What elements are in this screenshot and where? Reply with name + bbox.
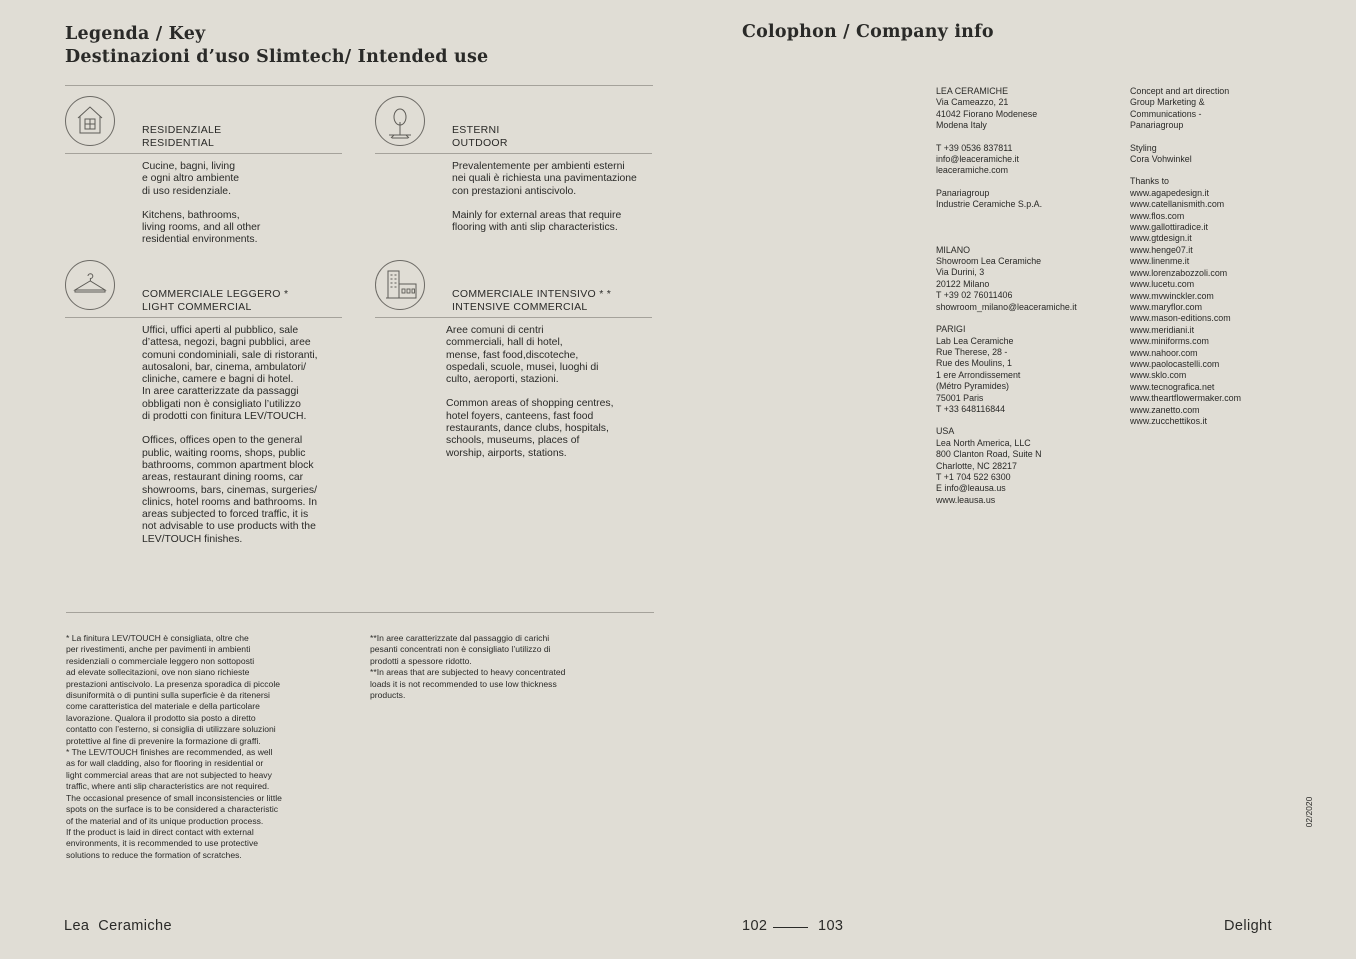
footnote-heavy-loads: **In aree caratterizzate dal passaggio di carichi pesanti concentrati non è consigliato l’utilizzo di prodotti a spessore ridotto. **In areas that are subjected to heavy concentrated loads it is not recommended to use low thickness products. [370, 633, 566, 701]
divider-intensive-commercial [375, 317, 652, 318]
showroom-milano: MILANO Showroom Lea Ceramiche Via Durini, 3 20122 Milano T +39 02 76011406 showroom_milano@leaceramiche.it [936, 244, 1077, 312]
notes-divider [66, 612, 654, 613]
text-residential-en: Kitchens, bathrooms, living rooms, and all other residential environments. [142, 209, 261, 246]
text-outdoor-it: Prevalentemente per ambienti esterni nei quali è richiesta una pavimentazione con prestazioni antiscivolo. [452, 161, 637, 197]
company-info-column [936, 86, 1121, 517]
colophon-title: Colophon / Company info [742, 22, 994, 42]
hanger-icon [65, 260, 115, 310]
text-light-commercial-it: Uffici, uffici aperti al pubblico, sale d’attesa, negozi, bagni pubblici, aree comuni condominiali, sale di ristoranti, autosaloni, bar, cinema, ambulatori/ cliniche, camere e bagni di hotel. In aree caratterizzate da passaggi obbligati non è consigliato l’utilizzo di prodotti con finitura LEV/TOUCH. [142, 325, 318, 423]
styling-credits: Styling Cora Vohwinkel [1130, 142, 1192, 165]
text-residential-it: Cucine, bagni, living e ogni altro ambiente di uso residenziale. [142, 161, 240, 197]
date-code: 02/2020 [1304, 796, 1314, 828]
office-usa: USA Lea North America, LLC 800 Clanton Road, Suite N Charlotte, NC 28217 T +1 704 522 6300 E info@leausa.us www.leausa.us [936, 426, 1042, 505]
text-intensive-commercial-en: Common areas of shopping centres, hotel foyers, canteens, fast food restaurants, dance clubs, hospitals, schools, museums, places of worship, airports, stations. [446, 398, 614, 459]
divider-outdoor [375, 153, 652, 154]
tree-icon [375, 96, 425, 146]
credits-column [1130, 86, 1280, 438]
address-lea-ceramiche: LEA CERAMICHE Via Cameazzo, 21 41042 Fiorano Modenese Modena Italy [936, 86, 1038, 131]
page-number-separator [773, 927, 808, 928]
heading-residential: RESIDENZIALE RESIDENTIAL [142, 124, 222, 149]
contact-lea-ceramiche: T +39 0536 837811 info@leaceramiche.it leaceramiche.com [936, 142, 1020, 176]
heading-intensive-commercial: COMMERCIALE INTENSIVO * * INTENSIVE COMMERCIAL [452, 288, 612, 313]
footnote-lev-touch: * La finitura LEV/TOUCH è consigliata, oltre che per rivestimenti, anche per pavimenti in ambienti residenziali o commerciale leggero non sottoposti ad elevate sollecitazioni, ove non siano richieste prestazioni antiscivolo. La presenza sporadica di piccole disuniformità o di puntini sulla superficie è da ritenersi come caratteristica del materiale e della particolare lavorazione. Qualora il prodotto sia posto a diretto contatto con l’esterno, si consiglia di utilizzare soluzioni protettive al fine di prevenire la formazione di graffi. * The LEV/TOUCH finishes are recommended, as well as for wall cladding, also for flooring in residential or light commercial areas that are not subjected to heavy traffic, where anti slip characteristics are not required. The occasional presence of small inconsistencies or little spots on the surface is to be considered a characteristic of the material and of its unique production process. If the product is laid in direct contact with external environments, it is recommended to use protective solutions to reduce the formation of scratches. [66, 633, 282, 860]
heading-light-commercial: COMMERCIALE LEGGERO * LIGHT COMMERCIAL [142, 288, 289, 313]
footer-collection: Delight [1224, 918, 1272, 934]
concept-credits: Concept and art direction Group Marketing & Communications - Panariagroup [1130, 86, 1230, 131]
text-intensive-commercial-it: Aree comuni di centri commerciali, hall di hotel, mense, fast food,discoteche, ospedali, scuole, musei, luoghi di culto, aeroporti, stazioni. [446, 325, 599, 386]
top-divider [65, 85, 653, 86]
house-icon [65, 96, 115, 146]
panariagroup-info: Panariagroup Industrie Ceramiche S.p.A. [936, 187, 1043, 210]
page-number-right: 103 [818, 918, 844, 934]
building-icon [375, 260, 425, 310]
page-title-key: Legenda / Key [65, 24, 206, 44]
footer-brand: Lea Ceramiche [64, 918, 172, 934]
heading-outdoor: ESTERNI OUTDOOR [452, 124, 508, 149]
text-light-commercial-en: Offices, offices open to the general public, waiting rooms, shops, public bathrooms, common apartment block areas, restaurant dining rooms, car showrooms, bars, cinemas, surgeries/ clinics, hotel rooms and bathrooms. In areas subjected to forced traffic, it is not advisable to use products with the LEV/TOUCH finishes. [142, 435, 317, 545]
text-outdoor-en: Mainly for external areas that require flooring with anti slip characteristics. [452, 209, 622, 234]
thanks-list: Thanks to www.agapedesign.it www.catellanismith.com www.flos.com www.gallottiradice.it www.gtdesign.it www.henge07.it www.linenme.it www.lorenzabozzoli.com www.lucetu.com www.mvwinckler.com www.maryflor.com www.mason-editions.com www.meridiani.it www.miniforms.com www.nahoor.com www.paolocastelli.com www.sklo.com www.tecnografica.net www.theartflowermaker.com www.zanetto.com www.zucchettikos.it [1130, 176, 1241, 426]
lab-parigi: PARIGI Lab Lea Ceramiche Rue Therese, 28 - Rue des Moulins, 1 1 ere Arrondissement (Métro Pyramides) 75001 Paris T +33 648116844 [936, 324, 1021, 414]
divider-light-commercial [65, 317, 342, 318]
divider-residential [65, 153, 342, 154]
page-title-intended-use: Destinazioni d’uso Slimtech/ Intended use [65, 47, 489, 67]
page-number-left: 102 [742, 918, 768, 934]
